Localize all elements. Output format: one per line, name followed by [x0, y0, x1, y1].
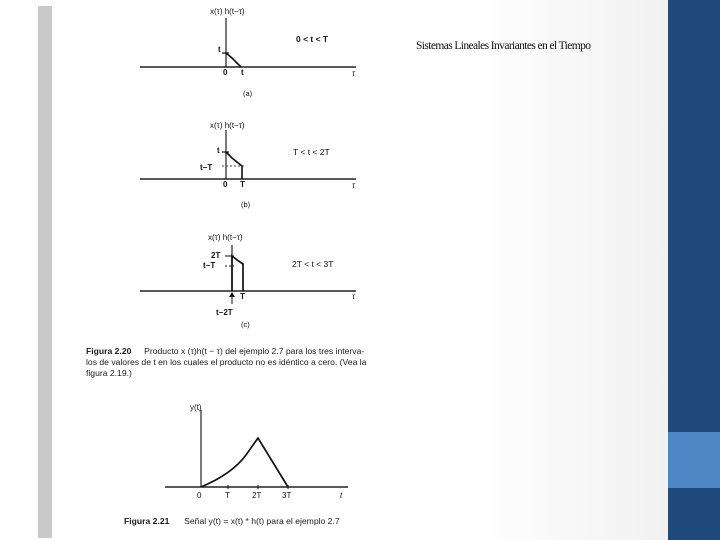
figure-c-arrow-head [229, 292, 235, 297]
slide-title: Sistemas Lineales Invariantes en el Tiempo [416, 40, 591, 52]
figure-221-x-tick-0: 0 [197, 491, 202, 500]
figure-b-ylabel: x(τ) h(t−τ) [210, 121, 245, 130]
figure-a-axis-label: τ [352, 69, 355, 78]
figure-a-y-tick-label: t [218, 45, 221, 54]
caption-220-line2: los de valores de t en los cuales el producto no es idéntico a cero. (Vea la [86, 357, 367, 367]
figure-c-label: (c) [241, 320, 250, 329]
figure-c-product-curve [232, 256, 243, 291]
figure-221-x-tick-3: 3T [282, 491, 292, 500]
figure-b-y-tick-label-1: t−T [200, 163, 213, 172]
figure-a-label: (a) [243, 89, 253, 98]
figure-221-x-tick-1: T [225, 491, 230, 500]
figure-c-y-tick-label-1: t−T [203, 261, 216, 270]
figure-b-y-tick-label-0: t [217, 146, 220, 155]
figure-221-ylabel: y(t) [190, 403, 202, 412]
caption-220-number: Figura 2.20 [86, 346, 132, 356]
caption-figure-2-20 [86, 346, 416, 379]
figure-b-x-tick-0: 0 [223, 180, 228, 189]
figure-c-interval: 2T < t < 3T [292, 259, 334, 269]
caption-figure-2-21 [124, 516, 414, 527]
figure-a-ylabel: x(τ) h(t−τ) [210, 7, 245, 16]
figure-c-ylabel: x(τ) h(t−τ) [208, 233, 243, 242]
figure-a-product-curve [226, 53, 241, 67]
figure-c-axis-label: τ [352, 292, 355, 301]
figure-b [140, 121, 356, 209]
figure-a-interval: 0 < t < T [296, 34, 329, 44]
figure-c-x-tick-0: T [240, 292, 245, 301]
figure-c [140, 233, 356, 329]
figure-c-x-tick-1: t−2T [216, 308, 233, 317]
caption-221-number: Figura 2.21 [124, 516, 170, 526]
figure-b-x-tick-1: T [240, 180, 245, 189]
figure-a [140, 7, 356, 98]
figure-221-axis-label: t [340, 491, 343, 500]
figure-b-interval: T < t < 2T [293, 147, 330, 157]
figure-b-label: (b) [241, 200, 251, 209]
caption-221-text: Señal y(t) = x(t) * h(t) para el ejemplo 2.7 [184, 516, 340, 526]
figure-a-x-tick-1: t [241, 68, 244, 77]
figure-b-axis-label: τ [352, 181, 355, 190]
caption-220-line1: Producto x (τ)h(t − τ) del ejemplo 2.7 para los tres interva- [144, 346, 365, 356]
figure-b-product-curve [226, 152, 242, 179]
figure-c-y-tick-label-0: 2T [211, 251, 221, 260]
figure-221-x-tick-2: 2T [252, 491, 262, 500]
figure-a-x-tick-0: 0 [223, 68, 228, 77]
caption-220-line3: figura 2.19.) [86, 368, 132, 378]
figure-221-output-curve [201, 438, 288, 487]
figure-2-21 [165, 403, 348, 500]
